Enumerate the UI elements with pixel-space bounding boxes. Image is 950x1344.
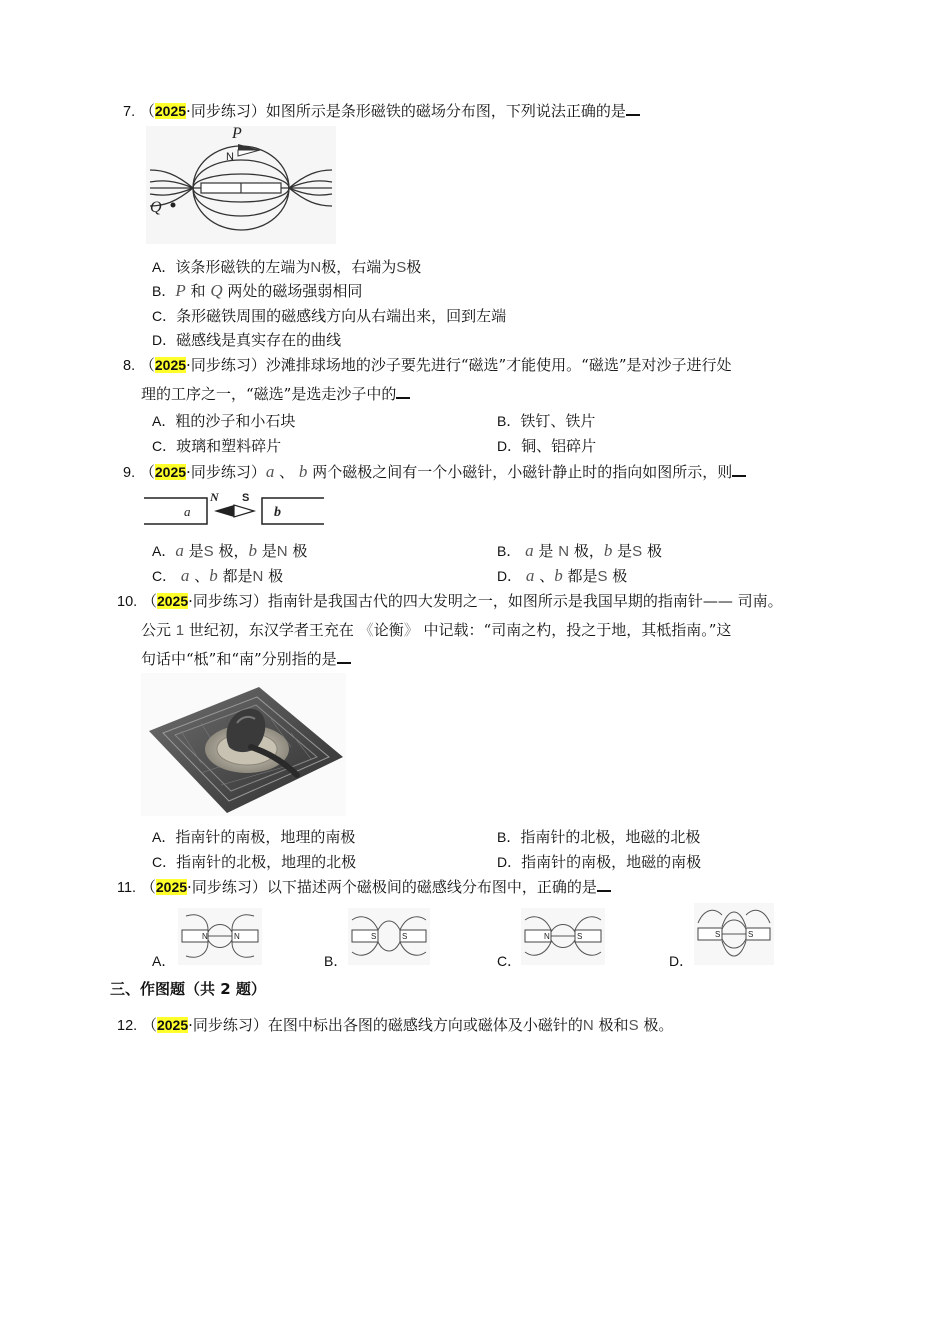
question-text: 指南针是我国古代的四大发明之一，如图所示是我国早期的指南针—— 司南。 <box>267 592 783 610</box>
source-label: ·同步练习） <box>187 878 267 896</box>
symbol: P <box>175 281 186 300</box>
symbol: N <box>276 543 288 560</box>
symbol: b <box>298 462 308 481</box>
option-letter: A． <box>152 543 176 559</box>
option-letter: A． <box>152 413 176 429</box>
option-letter: D． <box>497 854 522 870</box>
symbol: b <box>209 566 218 585</box>
question-8-stem-line2 <box>141 383 410 404</box>
book-bracket: 《 <box>358 621 374 639</box>
option-text: 指南针的北极，地理的北极 <box>176 853 357 871</box>
magnet-poles-needle-figure <box>144 488 324 528</box>
source-open: （ <box>139 463 155 481</box>
option-text: 都是 <box>567 567 598 585</box>
pole-label: N <box>202 932 208 941</box>
q11-option-d[interactable] <box>669 951 693 971</box>
answer-blank[interactable] <box>396 385 410 399</box>
source-open: （ <box>141 592 157 610</box>
question-text: 极。 <box>643 1016 674 1034</box>
option-text: 指南针的南极，地理的南极 <box>175 828 356 846</box>
symbol: a <box>525 541 534 560</box>
option-text: 指南针的北极，地磁的北极 <box>520 828 701 846</box>
option-text: 条形磁铁周围的磁感线方向从右端出来，回到左端 <box>176 307 507 325</box>
pole-b-label: b <box>274 505 281 520</box>
option-letter: C． <box>152 568 177 584</box>
symbol: 1 <box>175 622 185 639</box>
pole-label: S <box>371 932 377 941</box>
q10-option-b[interactable] <box>497 826 700 847</box>
bar-magnet-field-figure <box>146 126 336 244</box>
separator: 、 <box>279 463 295 481</box>
question-text: 句话中“柢”和“南”分别指的是 <box>141 650 337 668</box>
question-number: 10. <box>117 594 138 610</box>
source-open: （ <box>139 356 155 374</box>
q9-option-d[interactable] <box>497 565 627 586</box>
symbol: b <box>603 541 613 560</box>
option-letter: C． <box>152 854 177 870</box>
year-highlight: 2025 <box>156 1017 189 1033</box>
q8-option-c[interactable] <box>152 435 281 456</box>
source-label: ·同步练习） <box>188 1016 268 1034</box>
option-text: 极， <box>218 542 249 560</box>
q7-option-b[interactable] <box>152 280 362 301</box>
option-text: 是 <box>188 542 204 560</box>
question-text: 沙滩排球场地的沙子要先进行“磁选”才能使用。“磁选”是对沙子进行处 <box>265 356 732 374</box>
symbol: b <box>554 566 563 585</box>
q11-option-a[interactable] <box>152 951 175 971</box>
question-12-stem <box>117 1014 673 1035</box>
sinan-compass-photo <box>141 673 346 816</box>
option-letter: A． <box>152 259 176 275</box>
option-text: 该条形磁铁的左端为 <box>175 258 311 276</box>
pole-label: S <box>402 932 408 941</box>
option-text: 极 <box>646 542 662 560</box>
book-title: 论衡 <box>373 621 404 639</box>
option-text: 两处的磁场强弱相同 <box>227 282 363 300</box>
option-letter: A． <box>152 829 176 845</box>
source-open: （ <box>141 1016 157 1034</box>
option-letter: D． <box>152 332 177 348</box>
q7-option-d[interactable] <box>152 329 341 350</box>
source-open: （ <box>140 878 156 896</box>
question-10-stem-line3 <box>141 648 351 669</box>
question-number: 7. <box>123 104 136 120</box>
q8-option-b[interactable] <box>497 410 595 431</box>
question-text: 理的工序之一，“磁选”是选走沙子中的 <box>141 385 397 403</box>
option-text: 极 <box>268 567 284 585</box>
option-text: 和 <box>190 282 206 300</box>
question-text: 世纪初，东汉学者王充在 <box>188 621 354 639</box>
needle-s-label: S <box>242 492 250 504</box>
label-q: Q <box>150 199 162 216</box>
symbol: S <box>628 1017 639 1034</box>
question-number: 12. <box>117 1018 138 1034</box>
question-text: 公元 <box>141 621 172 639</box>
answer-blank[interactable] <box>337 650 351 664</box>
question-11-stem <box>117 876 611 897</box>
source-open: （ <box>139 102 155 120</box>
answer-blank[interactable] <box>626 102 640 116</box>
q9-option-b[interactable] <box>497 540 662 561</box>
option-text: 极 <box>406 258 422 276</box>
pole-label: N <box>234 932 240 941</box>
symbol: N <box>558 543 570 560</box>
option-letter: D． <box>497 568 522 584</box>
year-highlight: 2025 <box>156 593 189 609</box>
symbol: S <box>203 543 214 560</box>
q9-option-a[interactable] <box>152 540 307 561</box>
q11-option-c[interactable] <box>497 951 521 971</box>
q11-figure-c <box>521 908 605 965</box>
source-label: ·同步练习） <box>186 102 266 120</box>
option-text: 粗的沙子和小石块 <box>175 412 296 430</box>
year-highlight: 2025 <box>154 357 187 373</box>
symbol: S <box>396 259 407 276</box>
symbol: b <box>248 541 257 560</box>
label-n: N <box>226 151 234 163</box>
year-highlight: 2025 <box>154 464 187 480</box>
year-highlight: 2025 <box>155 879 188 895</box>
question-7-stem <box>123 100 640 121</box>
option-letter: C． <box>152 438 177 454</box>
q11-figure-b <box>348 908 430 965</box>
source-label: ·同步练习） <box>188 592 268 610</box>
option-text: 都是 <box>222 567 253 585</box>
answer-blank[interactable] <box>732 463 746 477</box>
question-text: 在图中标出各图的磁感线方向或磁体及小磁针的 <box>267 1016 583 1034</box>
option-letter: B． <box>152 283 176 299</box>
source-label: ·同步练习） <box>186 356 266 374</box>
needle-n-label: N <box>210 490 219 504</box>
option-text: 磁感线是真实存在的曲线 <box>176 331 342 349</box>
option-text: 铁钉、铁片 <box>520 412 596 430</box>
pole-label: S <box>715 930 721 939</box>
option-text: 是 <box>617 542 633 560</box>
option-letter: B． <box>497 413 521 429</box>
q11-figure-d <box>694 903 774 965</box>
q8-option-a[interactable] <box>152 410 295 431</box>
option-letter: B． <box>497 543 521 559</box>
symbol: N <box>310 259 322 276</box>
source-label: ·同步练习） <box>186 463 266 481</box>
q10-option-d[interactable] <box>497 851 701 872</box>
label-p: P <box>232 126 242 142</box>
q10-option-a[interactable] <box>152 826 355 847</box>
option-letter: C． <box>152 308 177 324</box>
option-text: 玻璃和塑料碎片 <box>176 437 282 455</box>
book-bracket: 》 <box>403 621 419 639</box>
pole-label: S <box>748 930 754 939</box>
q8-option-d[interactable] <box>497 435 596 456</box>
question-text: 中记载：“司南之杓，投之于地，其柢指南。”这 <box>423 621 732 639</box>
option-text: 指南针的南极，地磁的南极 <box>521 853 702 871</box>
option-text: 铜、铝碎片 <box>521 437 597 455</box>
year-highlight: 2025 <box>154 103 187 119</box>
symbol: a <box>265 462 275 481</box>
question-text: 如图所示是条形磁铁的磁场分布图，下列说法正确的是 <box>265 102 626 120</box>
option-letter: B． <box>497 829 521 845</box>
question-number: 8. <box>123 358 136 374</box>
question-text: 两个磁极之间有一个小磁针，小磁针静止时的指向如图所示，则 <box>312 463 733 481</box>
q7-option-a[interactable] <box>152 256 421 277</box>
question-10-stem <box>117 590 783 611</box>
q7-option-c[interactable] <box>152 305 506 326</box>
q10-option-c[interactable] <box>152 851 356 872</box>
question-text: 极和 <box>598 1016 629 1034</box>
symbol: N <box>582 1017 594 1034</box>
section-heading: 三、作图题（共 2 题） <box>110 980 266 998</box>
option-text: 、 <box>194 567 210 585</box>
option-letter: D． <box>669 953 694 969</box>
symbol: S <box>632 543 643 560</box>
question-9-stem <box>123 461 746 482</box>
question-number: 9. <box>123 465 136 481</box>
symbol: a <box>180 566 190 585</box>
answer-blank[interactable] <box>597 878 611 892</box>
q9-option-c[interactable] <box>152 565 283 586</box>
option-text: 、 <box>539 567 555 585</box>
option-text: 极 <box>292 542 308 560</box>
symbol: a <box>175 541 184 560</box>
option-letter: B． <box>324 953 348 969</box>
option-letter: A． <box>152 953 176 969</box>
pole-a-label: a <box>184 504 191 519</box>
symbol: Q <box>210 281 223 300</box>
option-text: 是 <box>538 542 554 560</box>
question-number: 11. <box>117 880 137 896</box>
pole-label: S <box>577 932 583 941</box>
option-text: 极 <box>612 567 628 585</box>
option-letter: C． <box>497 953 522 969</box>
question-8-stem <box>123 354 732 375</box>
question-text: 以下描述两个磁极间的磁感线分布图中，正确的是 <box>266 878 597 896</box>
option-letter: D． <box>497 438 522 454</box>
q11-figure-a <box>178 908 262 965</box>
option-text: 是 <box>261 542 277 560</box>
question-10-stem-line2 <box>141 619 731 640</box>
pole-label: N <box>544 932 550 941</box>
option-text: 极，右端为 <box>321 258 397 276</box>
symbol: S <box>597 568 608 585</box>
symbol: a <box>525 566 535 585</box>
symbol: N <box>252 568 264 585</box>
option-text: 极， <box>573 542 604 560</box>
q11-option-b[interactable] <box>324 951 347 971</box>
